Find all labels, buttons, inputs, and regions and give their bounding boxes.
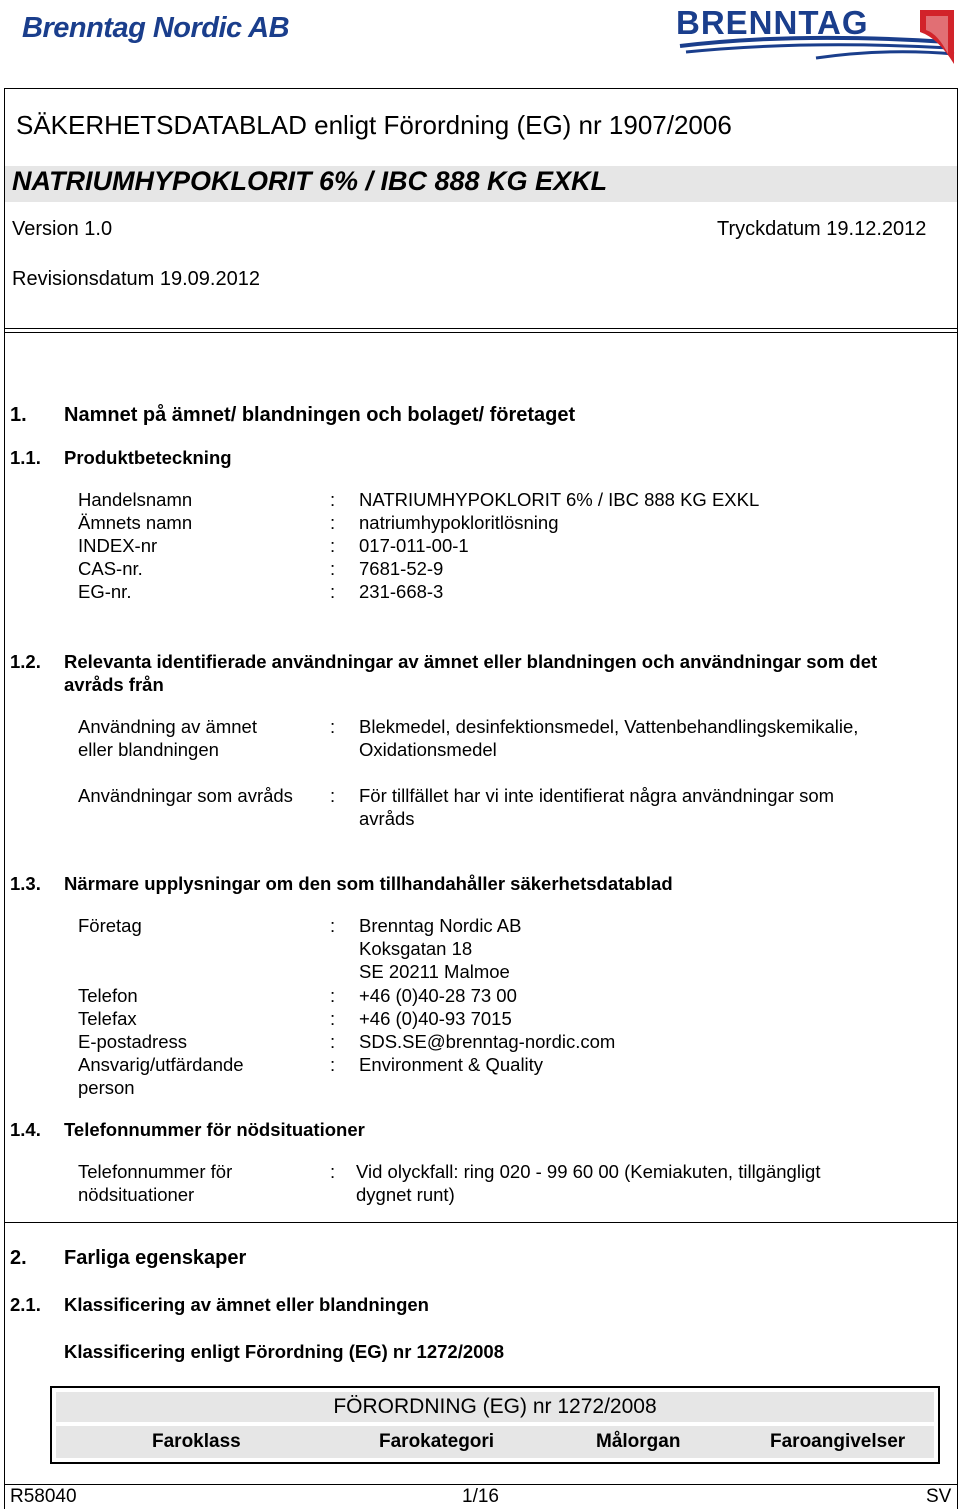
email-label: E-postadress [78, 1031, 187, 1052]
print-date: Tryckdatum 19.12.2012 [717, 218, 927, 240]
eg-nr-value: 231-668-3 [359, 581, 444, 602]
colon: : [330, 489, 336, 510]
company-logo: Brenntag Nordic AB [22, 12, 290, 44]
section-1-2-title-line2: avråds från [64, 674, 164, 695]
classification-table [50, 1386, 940, 1464]
colon: : [330, 915, 336, 936]
section-divider [4, 1222, 958, 1223]
colon: : [330, 1008, 336, 1029]
colon: : [330, 581, 336, 602]
responsible-label-line2: person [78, 1077, 135, 1098]
section-1-3-number: 1.3. [10, 873, 41, 894]
section-2-number: 2. [10, 1247, 27, 1269]
column-hazard-category: Farokategori [379, 1431, 495, 1452]
section-1-2-number: 1.2. [10, 651, 41, 672]
substance-name-label: Ämnets namn [78, 512, 193, 533]
uses-advised-against-value-line2: avråds [359, 808, 415, 829]
identified-use-label-line2: eller blandningen [78, 739, 219, 760]
trade-name-label: Handelsnamn [78, 489, 193, 510]
colon: : [330, 512, 336, 533]
brenntag-logo-text: BRENNTAG [676, 4, 869, 41]
section-2-1-number: 2.1. [10, 1294, 41, 1315]
colon: : [330, 716, 336, 737]
classification-subtitle: Klassificering enligt Förordning (EG) nr 1272/2008 [64, 1341, 504, 1362]
footer-language: SV [926, 1486, 952, 1507]
brenntag-logo [676, 2, 958, 66]
emergency-value-line2: dygnet runt) [356, 1184, 455, 1205]
colon: : [330, 535, 336, 556]
header-divider [4, 328, 958, 333]
colon: : [330, 1161, 336, 1182]
section-1-1-number: 1.1. [10, 447, 41, 468]
uses-advised-against-value-line1: För tillfället har vi inte identifierat några användningar som [359, 785, 835, 806]
section-2-title: Farliga egenskaper [64, 1247, 247, 1269]
document-title: SÄKERHETSDATABLAD enligt Förordning (EG) nr 1907/2006 [16, 110, 732, 140]
fax-value: +46 (0)40-93 7015 [359, 1008, 512, 1029]
uses-advised-against-label: Användningar som avråds [78, 785, 293, 806]
section-2-1-title: Klassificering av ämnet eller blandningen [64, 1294, 429, 1315]
version: Version 1.0 [12, 218, 113, 240]
emergency-value-line1: Vid olyckfall: ring 020 - 99 60 00 (Kemiakuten, tillgängligt [356, 1161, 821, 1182]
company-name: Brenntag Nordic AB [359, 915, 522, 936]
section-1-4-title: Telefonnummer för nödsituationer [64, 1119, 365, 1140]
colon: : [330, 558, 336, 579]
section-1-4-number: 1.4. [10, 1119, 41, 1140]
section-1-2-title-line1: Relevanta identifierade användningar av ämnet eller blandningen och användningar som det [64, 651, 878, 672]
responsible-value: Environment & Quality [359, 1054, 544, 1075]
company-street: Koksgatan 18 [359, 938, 473, 959]
emergency-label-line1: Telefonnummer för [78, 1161, 233, 1182]
colon: : [330, 985, 336, 1006]
colon: : [330, 1054, 336, 1075]
eg-nr-label: EG-nr. [78, 581, 132, 602]
brenntag-logo-swoosh [676, 2, 958, 66]
company-city: SE 20211 Malmoe [359, 961, 510, 982]
emergency-label-line2: nödsituationer [78, 1184, 195, 1205]
responsible-label-line1: Ansvarig/utfärdande [78, 1054, 244, 1075]
identified-use-value-line1: Blekmedel, desinfektionsmedel, Vattenbehandlingskemikalie, [359, 716, 859, 737]
email-value: SDS.SE@brenntag-nordic.com [359, 1031, 616, 1052]
company-label: Företag [78, 915, 142, 936]
phone-label: Telefon [78, 985, 138, 1006]
product-name: NATRIUMHYPOKLORIT 6% / IBC 888 KG EXKL [12, 166, 608, 196]
colon: : [330, 785, 336, 806]
section-1-title: Namnet på ämnet/ blandningen och bolaget/ företaget [64, 404, 576, 426]
section-1-3-title: Närmare upplysningar om den som tillhandahåller säkerhetsdatablad [64, 873, 673, 894]
column-hazard-statements: Faroangivelser [770, 1431, 906, 1452]
footer-doc-code: R58040 [10, 1486, 77, 1507]
colon: : [330, 1031, 336, 1052]
phone-value: +46 (0)40-28 73 00 [359, 985, 517, 1006]
substance-name-value: natriumhypokloritlösning [359, 512, 559, 533]
section-1-1-title: Produktbeteckning [64, 447, 232, 468]
section-1-number: 1. [10, 404, 27, 426]
identified-use-value-line2: Oxidationsmedel [359, 739, 497, 760]
revision-date: Revisionsdatum 19.09.2012 [12, 268, 260, 290]
footer-page-number: 1/16 [462, 1486, 499, 1507]
identified-use-label-line1: Användning av ämnet [78, 716, 257, 737]
index-nr-label: INDEX-nr [78, 535, 158, 556]
classification-table-header: FÖRORDNING (EG) nr 1272/2008 [56, 1392, 934, 1422]
cas-nr-value: 7681-52-9 [359, 558, 444, 579]
classification-table-columns [56, 1426, 934, 1458]
cas-nr-label: CAS-nr. [78, 558, 143, 579]
column-hazard-class: Faroklass [152, 1431, 241, 1452]
column-target-organ: Målorgan [596, 1431, 681, 1452]
trade-name-value: NATRIUMHYPOKLORIT 6% / IBC 888 KG EXKL [359, 489, 760, 510]
fax-label: Telefax [78, 1008, 137, 1029]
index-nr-value: 017-011-00-1 [359, 535, 469, 556]
